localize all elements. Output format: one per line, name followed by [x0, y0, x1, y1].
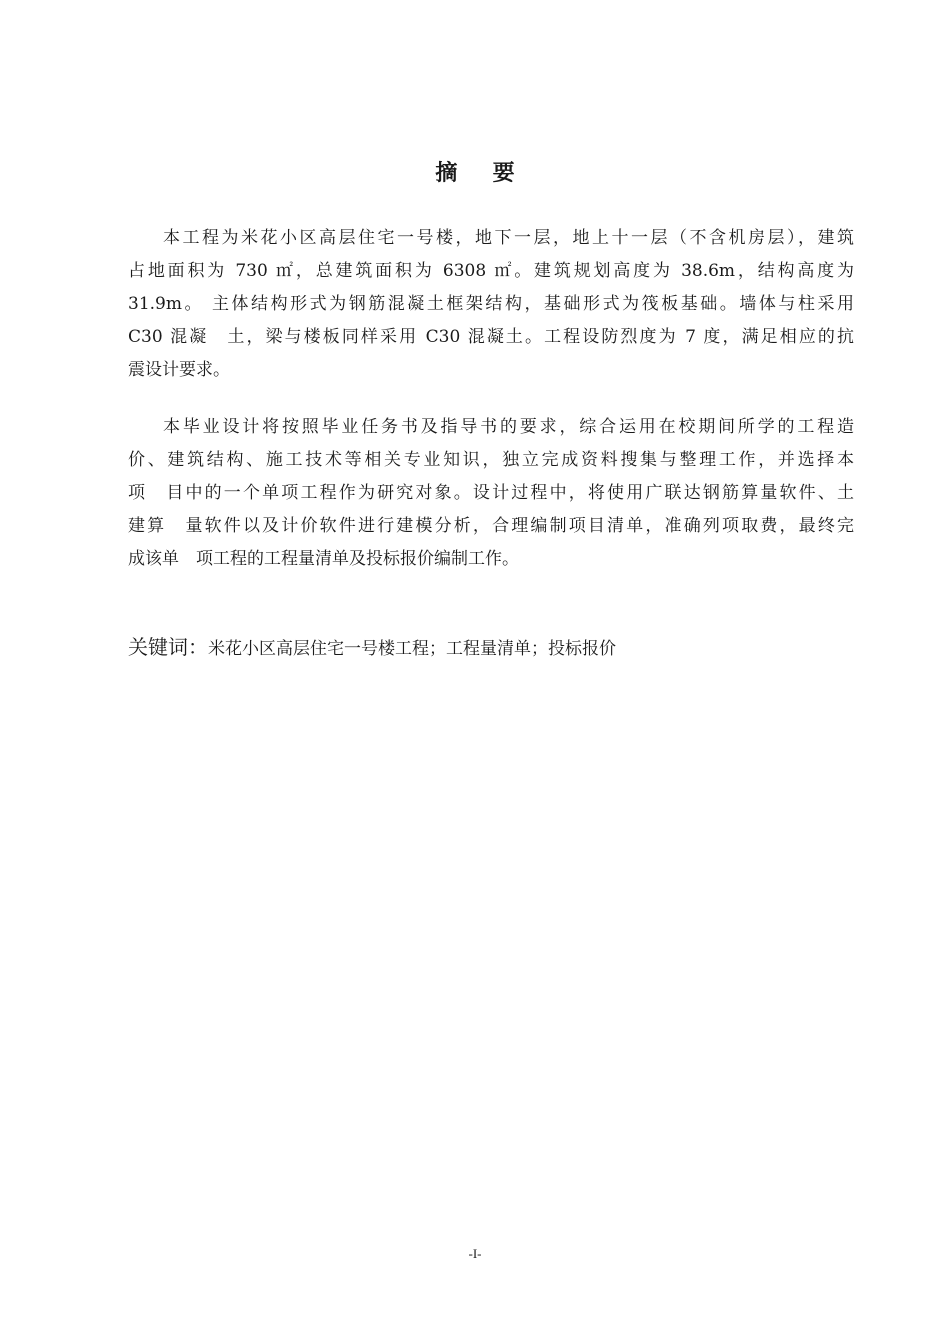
paragraph-line: 本工程为米花小区高层住宅一号楼，地下一层，地上十一层（不含机房层），建筑 [163, 228, 854, 248]
keywords-text: 米花小区高层住宅一号楼工程；工程量清单；投标报价 [208, 639, 616, 659]
paragraph-line: 成该单 项工程的工程量清单及投标报价编制工作。 [128, 549, 519, 569]
paragraph-line: 本毕业设计将按照毕业任务书及指导书的要求，综合运用在校期间所学的工程造 [163, 417, 854, 437]
keywords [128, 632, 854, 664]
paragraph-line: 震设计要求。 [128, 360, 230, 380]
paragraph-line: 项 目中的一个单项工程作为研究对象。设计过程中，将使用广联达钢筋算量软件、土 [128, 483, 854, 503]
paragraph-line: 价、建筑结构、施工技术等相关专业知识，独立完成资料搜集与整理工作，并选择本 [128, 450, 854, 470]
paragraph-line: 占地面积为 730 ㎡，总建筑面积为 6308 ㎡。建筑规划高度为 38.6m，结构高度为 [128, 261, 854, 281]
page-number: -I- [468, 1246, 482, 1261]
abstract-paragraph-1 [128, 222, 854, 387]
page-title: 摘要 [435, 161, 550, 186]
paragraph-line: C30 混凝 土，梁与楼板同样采用 C30 混凝土。工程设防烈度为 7 度，满足相应的抗 [128, 327, 854, 347]
paragraph-line: 31.9m。 主体结构形式为钢筋混凝土框架结构，基础形式为筏板基础。墙体与柱采用 [128, 294, 854, 314]
abstract-paragraph-2 [128, 411, 854, 576]
keywords-label: 关键词： [128, 635, 208, 659]
paragraph-line: 建算 量软件以及计价软件进行建模分析，合理编制项目清单，准确列项取费，最终完 [128, 516, 854, 536]
